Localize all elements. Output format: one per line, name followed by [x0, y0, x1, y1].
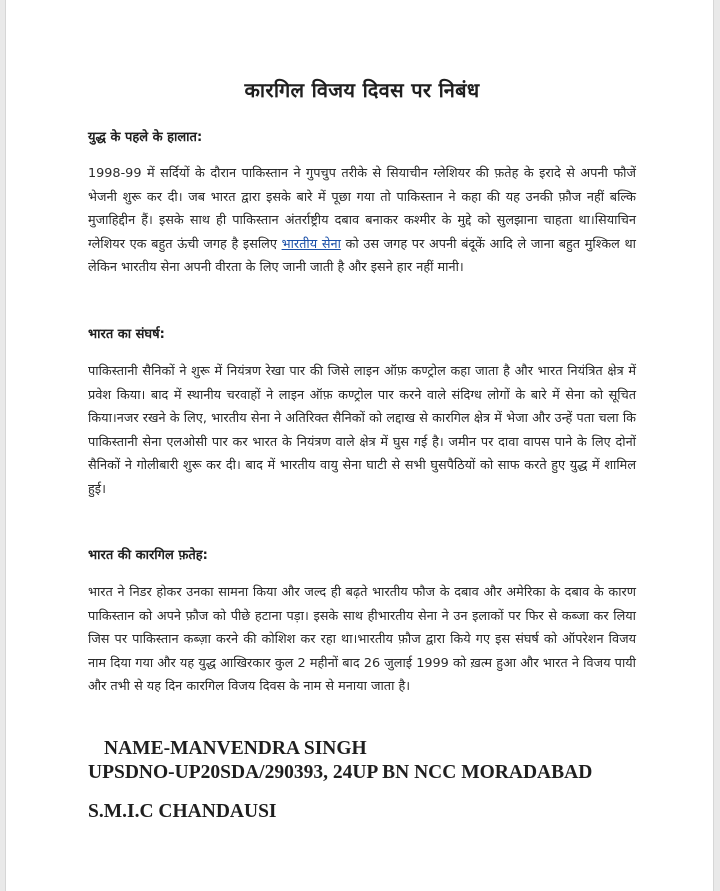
paragraph-text: 1998-99 में सर्दियों के दौरान पाकिस्तान ने गुपचुप तरीके से सियाचीन ग्लेशियर की फ़तेह के इरादे से अपनी फौजें भेजनी शुरू कर दी। जब भारत द्वारा इसके बारे में पूछा गया तो पाकिस्तान ने कहा की यह उनकी फ़ौज नहीं बल्कि मुजाहिद्दीन हैं। इसके साथ ही पाकिस्तान अंतर्राष्ट्रीय दबाव बनाकर कश्मीर के मुद्दे को सुलझाना चाहता था।सियाचिन ग्लेशियर एक बहुत ऊंची जगह है इसलिए [88, 166, 636, 252]
section-heading: भारत का संघर्ष: [88, 327, 165, 342]
section-heading: भारत की कारगिल फ़तेह: [88, 548, 208, 563]
section-heading: युद्ध के पहले के हालात: [88, 130, 203, 145]
signature-id-line: UPSDNO-UP20SDA/290393, 24UP BN NCC MORADABAD [88, 762, 593, 783]
essay-title: कारगिल विजय दिवस पर निबंध [244, 78, 480, 102]
signature-name: NAME-MANVENDRA SINGH [104, 738, 367, 759]
section-paragraph [88, 162, 636, 280]
indian-army-link[interactable]: भारतीय सेना [281, 236, 341, 252]
section-paragraph: पाकिस्तानी सैनिकों ने शुरू में नियंत्रण रेखा पार की जिसे लाइन ऑफ़ कण्ट्रोल कहा जाता है और भारत नियंत्रित क्षेत्र में प्रवेश किया। बाद में स्थानीय चरवाहों ने लाइन ऑफ़ कण्ट्रोल पार करने वाले संदिग्ध लोगों के बारे में सेना को सूचित किया।नजर रखने के लिए, भारतीय सेना ने अतिरिक्त सैनिकों को लद्दाख से कारगिल क्षेत्र में भेजा और उन्हें पता चला कि पाकिस्तानी सेना एलओसी पार कर भारत के नियंत्रण वाले क्षेत्र में घुस गई है। जमीन पर दावा वापस पाने के लिए दोनों सैनिकों ने गोलीबारी शुरू कर दी। बाद में भारतीय वायु सेना घाटी से सभी घुसपैठियों को साफ करते हुए युद्ध में शामिल हुई। [88, 364, 636, 497]
document-page [5, 0, 714, 891]
paragraph-text: को उस जगह पर अपनी बंदूकें आदि ले जाना बहुत मुश्किल था लेकिन भारतीय सेना अपनी वीरता के लिए जानी जाती है और इसने हार नहीं मानी। [88, 236, 636, 276]
section-paragraph: भारत ने निडर होकर उनका सामना किया और जल्द ही बढ़ते भारतीय फौज के दबाव और अमेरिका के दबाव के कारण पाकिस्तान को अपने फ़ौज को पीछे हटाना पड़ा। इसके साथ हीभारतीय सेना ने उन इलाकों पर फिर से कब्जा कर लिया जिस पर पाकिस्तान कब्ज़ा करने की कोशिश कर रहा था।भारतीय फ़ौज द्वारा किये गए इस संघर्ष को ऑपरेशन विजय नाम दिया गया और यह युद्ध आखिरकार कुल 2 महीनों बाद 26 जुलाई 1999 को ख़त्म हुआ और भारत ने विजय पायी और तभी से यह दिन कारगिल विजय दिवस के नाम से मनाया जाता है। [88, 585, 636, 695]
signature-school: S.M.I.C CHANDAUSI [88, 801, 277, 822]
